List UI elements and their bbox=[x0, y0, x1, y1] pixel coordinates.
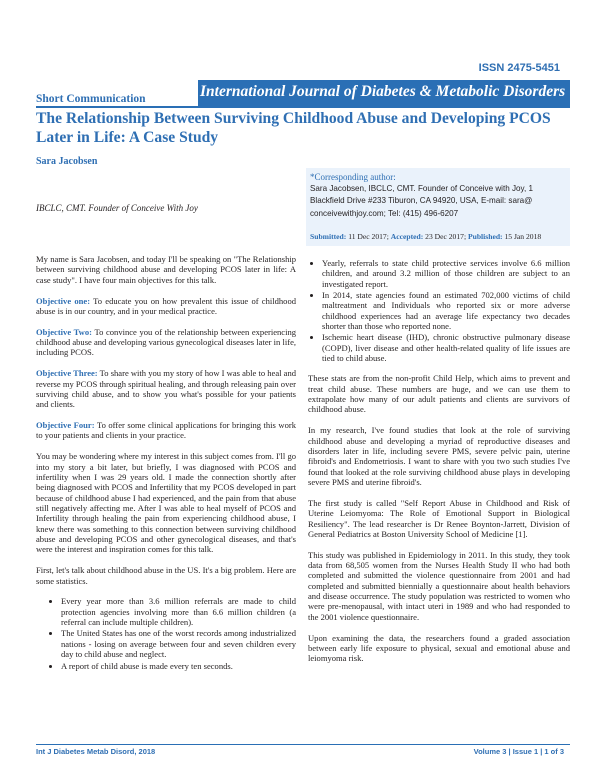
story-paragraph: You may be wondering where my interest in this subject comes from. I'll go into my story a bit later, but briefly, I was diagnosed with PCOS and infertility when I was 29 years old. I made the connection shortly after being diagnosed with PCOS and Infertility that my PCOS developed in part because of childhood abuse I had experienced, and the pain from that abuse still negatively affecting me. After I was able to heal myself of PCOS and Infertility through healing the pain from experiencing childhood abuse, I knew there was something to this connection between surviving childhood abuse and developing PCOS and other gynecological diseases, and that's were the interest and inspiration comes for this talk. bbox=[36, 451, 296, 555]
objective-two bbox=[36, 327, 296, 358]
objective-three-text: To share with you my story of how I was able to heal and reverse my PCOS through spiritual healing, and through releasing pain over surviving child abuse, and to show you what's possible for your patients and clients. bbox=[36, 368, 297, 410]
author-name: Sara Jacobsen bbox=[36, 156, 98, 167]
statistics-list-continued bbox=[308, 258, 570, 363]
objective-three bbox=[36, 368, 296, 409]
objective-two-label: Objective Two: bbox=[36, 326, 92, 337]
journal-title: International Journal of Diabetes & Metabolic Disorders bbox=[200, 83, 566, 100]
correspondence-text: Sara Jacobsen, IBCLC, CMT. Founder of Conceive with Joy, 1 Blackfield Drive #233 Tiburon, CA 94920, USA, E-mail: sara@ conceivewithjoy.com; Tel: (415) 496-6207 bbox=[310, 184, 533, 218]
header-rule bbox=[36, 106, 570, 108]
correspondence-label: *Corresponding author: bbox=[310, 172, 396, 182]
objective-two-text: To convince you of the relationship between experiencing childhood abuse and developing various gynecological diseases later in life, including PCOS. bbox=[36, 326, 296, 358]
research-paragraph: In my research, I've found studies that look at the role of surviving childhood abuse and developing a myriad of reproductive diseases and disorders later in life, including severe PMS, severe pelvic pain, uterine fibroid's and Endometriosis. I want to share with you two such studies I've found that looked at the role surviving childhood abuse plays in developing severe PMS and uterine fibroid's. bbox=[308, 425, 570, 488]
objective-four-text: To offer some clinical applications for bringing this work to your patients and clients in your practice. bbox=[36, 420, 296, 441]
list-item: • In 2014, state agencies found an estimated 702,000 victims of child maltreatment and Individuals who reported six or more adverse childhood experiences had an average life expectancy two decades shorter than those who reported none. bbox=[322, 290, 570, 331]
objective-four bbox=[36, 420, 296, 441]
study-data-paragraph: This study was published in Epidemiology in 2011. In this study, they took data from 68,505 women from the Nurses Health Study II who had both completed and submitted the violence questionnaire from 2001 and had completed and submitted biennially a questionnaire about health behaviors and disease occurrence. The study population was restricted to women who were pre-menopausal, with intact uteri in 1989 and who had responded to the 2001 violence questionnaire. bbox=[308, 549, 570, 622]
findings-paragraph: Upon examining the data, the researchers found a graded association between early life exposure to physical, sexual and emotional abuse and leiomyoma risk. bbox=[308, 632, 570, 664]
objective-three-label: Objective Three: bbox=[36, 368, 98, 379]
article-type: Short Communication bbox=[36, 93, 146, 105]
statistics-list bbox=[36, 596, 296, 670]
footer-page-info: Volume 3 | Issue 1 | 1 of 3 bbox=[473, 747, 564, 756]
submitted-label: Submitted: bbox=[310, 232, 347, 241]
stats-intro-paragraph: First, let's talk about childhood abuse in the US. It's a big problem. Here are some statistics. bbox=[36, 565, 296, 586]
published-label: Published: bbox=[467, 232, 503, 241]
author-affiliation: IBCLC, CMT. Founder of Conceive With Joy bbox=[36, 203, 198, 213]
accepted-label: Accepted: bbox=[390, 232, 424, 241]
list-item: • A report of child abuse is made every ten seconds. bbox=[61, 661, 296, 671]
footer-citation: Int J Diabetes Metab Disord, 2018 bbox=[36, 747, 156, 756]
first-study-paragraph: The first study is called "Self Report Abuse in Childhood and Risk of Uterine Leiomyoma: The Role of Emotional Support in Biological Resiliency". The lead researcher is Dr Renee Boynton-Jarrett, Division of General Pediatrics at Boston University School of Medicine [1]. bbox=[308, 497, 570, 539]
objective-one bbox=[36, 296, 296, 317]
right-column bbox=[308, 258, 570, 674]
objective-one-label: Objective one: bbox=[36, 295, 91, 306]
stats-source-paragraph: These stats are from the non-profit Child Help, which aims to prevent and treat child abuse. These numbers are huge, and we can use them to extrapolate how many of our adult patients and clients are survivors of childhood abuse. bbox=[308, 373, 570, 415]
objective-four-label: Objective Four: bbox=[36, 420, 95, 431]
list-item: • Every year more than 3.6 million referrals are made to child protection agencies involving more than 6.6 million children (a referral can include multiple children). bbox=[61, 596, 296, 627]
accepted-date: 23 Dec 2017; bbox=[425, 232, 467, 241]
published-date: 15 Jan 2018 bbox=[504, 232, 542, 241]
list-item: • Yearly, referrals to state child protective services involve 6.6 million children, and around 3.2 million of those children are subject to an investigated report. bbox=[322, 258, 570, 289]
issn: ISSN 2475-5451 bbox=[478, 62, 560, 74]
submitted-date: 11 Dec 2017; bbox=[348, 232, 389, 241]
list-item: • Ischemic heart disease (IHD), chronic obstructive pulmonary disease (COPD), liver disease and other health-related quality of life issues are tied to child abuse. bbox=[322, 332, 570, 363]
footer-rule bbox=[36, 744, 570, 745]
list-item: • The United States has one of the worst records among industrialized nations - losing on average between four and seven children every day to child abuse and neglect. bbox=[61, 628, 296, 659]
article-title: The Relationship Between Surviving Childhood Abuse and Developing PCOS Later in Life: A Case Study bbox=[36, 110, 551, 146]
left-column bbox=[36, 254, 296, 681]
intro-paragraph: My name is Sara Jacobsen, and today I'll be speaking on "The Relationship between surviving childhood abuse and developing PCOS later in life: A case study". I have four main objectives for this talk. bbox=[36, 254, 296, 285]
objective-one-text: To educate you on how prevalent this issue of childhood abuse is in our country, and in your medical practice. bbox=[36, 295, 296, 316]
article-dates bbox=[310, 232, 568, 241]
